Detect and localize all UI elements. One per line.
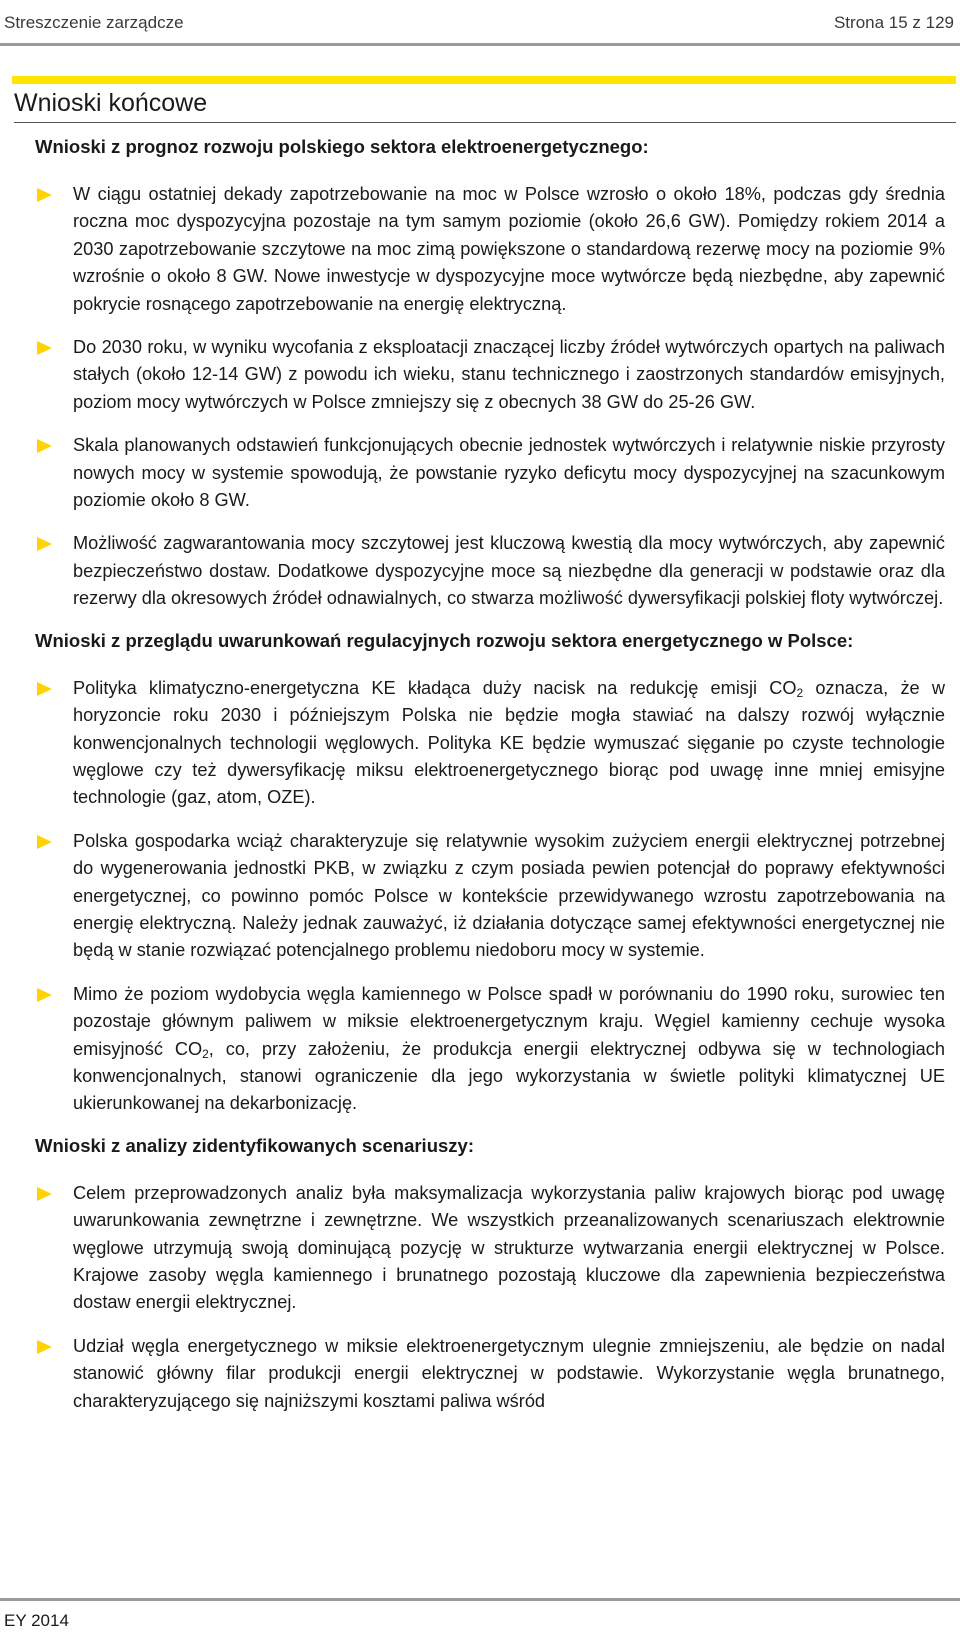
subscript-2: 2 xyxy=(202,1046,209,1061)
list-item xyxy=(35,1333,945,1415)
bullet-text-post: , co, przy założeniu, że produkcja energii elektrycznej odbywa się w technologiach konwencjonalnych, stanowi ograniczenie dla jego wykorzystania w świetle polityki klimatycznej UE ukierunkowanej na dekarbonizację. xyxy=(73,1038,945,1114)
triangle-bullet-icon xyxy=(37,439,52,453)
triangle-bullet-icon xyxy=(37,682,52,696)
bullet-list-regulatory xyxy=(35,675,945,1118)
bullet-text: Skala planowanych odstawień funkcjonujących obecnie jednostek wytwórczych i relatywnie niskie przyrosty nowych mocy w systemie spowodują, że powstanie ryzyko deficytu mocy dyspozycyjnej na szacunkowym poziomie około 8 GW. xyxy=(73,435,945,511)
bullet-text: Możliwość zagwarantowania mocy szczytowej jest kluczową kwestią dla mocy wytwórczych, aby zapewnić bezpieczeństwo dostaw. Dodatkowe dyspozycyjne moce są niezbędne dla generacji w podstawie oraz dla rezerwy dla okresowych źródeł odnawialnych, co stwarza możliwość dywersyfikacji polskiej floty wytwórczej. xyxy=(73,533,945,609)
bullet-text: Celem przeprowadzonych analiz była maksymalizacja wykorzystania paliw krajowych biorąc pod uwagę uwarunkowania zewnętrzne i zewnętrzne. We wszystkich przeanalizowanych scenariuszach elektrownie węglowe utrzymują swoją dominującą pozycję w strukturze wytwarzania energii elektrycznej w Polsce. Krajowe zasoby węgla kamiennego i brunatnego pozostają kluczowe dla zapewnienia bezpieczeństwa dostaw energii elektrycznej. xyxy=(73,1182,945,1313)
header-document-title: Streszczenie zarządcze xyxy=(4,13,184,32)
bullet-list-scenarios xyxy=(35,1180,945,1415)
page-header xyxy=(0,0,960,46)
bullet-text-post: oznacza, że w horyzoncie roku 2030 i późniejszym Polska nie będzie mogła stawiać na dalszy rozwój wyłącznie konwencjonalnych technologii węglowych. Polityka KE będzie wymuszać sięganie po czyste technologie węglowe czy też dywersyfikację miksu elektroenergetycznego biorąc pod uwagę inne mniej emisyjne technologie (gaz, atom, OZE). xyxy=(73,677,945,808)
bullet-text: Polska gospodarka wciąż charakteryzuje się relatywnie wysokim zużyciem energii elektrycznej potrzebnej do wygenerowania jednostki PKB, w związku z czym posiada pewien potencjał do poprawy efektywności energetycznej, co powinno pomóc Polsce w kontekście przewidywanego wzrostu zapotrzebowania na energię elektryczną. Należy jednak zauważyć, iż działania dotyczące samej efektywności energetycznej nie będą w stanie rozwiązać potencjalnego problemu niedoboru mocy w systemie. xyxy=(73,830,945,961)
section-accent-bar xyxy=(12,76,956,84)
bullet-text: Udział węgla energetycznego w miksie elektroenergetycznym ulegnie zmniejszeniu, ale będzie on nadal stanowić główny filar produkcji energii elektrycznej w podstawie. Wykorzystanie węgla brunatnego, charakteryzującego się najniższymi kosztami paliwa wśród xyxy=(73,1335,945,1411)
triangle-bullet-icon xyxy=(37,988,52,1002)
subscript-2: 2 xyxy=(796,685,804,700)
document-body xyxy=(35,133,945,1415)
list-item xyxy=(35,530,945,612)
bullet-text-pre: Mimo że poziom wydobycia węgla kamiennego w Polsce spadł w porównaniu do 1990 roku, surowiec ten pozostaje głównym paliwem w miksie elektroenergetycznym kraju. Węgiel kamienny cechuje wysoka emisyjność CO xyxy=(73,983,945,1059)
bullet-list-forecast xyxy=(35,181,945,613)
bullet-text: W ciągu ostatniej dekady zapotrzebowanie na moc w Polsce wzrosło o około 18%, podczas gdy średnia roczna moc dyspozycyjna pozostaje na tym samym poziomie (około 26,6 GW). Pomiędzy rokiem 2014 a 2030 zapotrzebowanie szczytowe na moc zimą powiększone o standardową rezerwę mocy na poziomie 9% wzrośnie o około 8 GW. Nowe inwestycje w dyspozycyjne moce wytwórcze będą niezbędne, aby zapewnić pokrycie rosnącego zapotrzebowanie na energię elektryczną. xyxy=(73,184,945,314)
subheading-scenario-conclusions: Wnioski z analizy zidentyfikowanych scenariuszy: xyxy=(35,1134,474,1156)
triangle-bullet-icon xyxy=(37,1340,52,1354)
list-item xyxy=(35,981,945,1118)
list-item xyxy=(35,432,945,514)
header-page-number: Strona 15 z 129 xyxy=(833,13,954,32)
subheading-regulatory-conclusions: Wnioski z przeglądu uwarunkowań regulacyjnych rozwoju sektora energetycznego w Polsce: xyxy=(35,629,854,651)
triangle-bullet-icon xyxy=(37,537,52,551)
list-item xyxy=(35,334,945,416)
subheading-forecast-conclusions: Wnioski z prognoz rozwoju polskiego sektora elektroenergetycznego: xyxy=(35,136,649,157)
bullet-text: Do 2030 roku, w wyniku wycofania z eksploatacji znaczącej liczby źródeł wytwórczych opartych na paliwach stałych (około 12-14 GW) z powodu ich wieku, stanu technicznego i zaostrzonych standardów emisyjnych, poziom mocy wytwórczych w Polsce zmniejszy się z obecnych 38 GW do 25-26 GW. xyxy=(73,337,945,412)
triangle-bullet-icon xyxy=(37,1187,52,1201)
bullet-text-pre: Polityka klimatyczno-energetyczna KE kładąca duży nacisk na redukcję emisji CO xyxy=(73,677,797,698)
list-item xyxy=(35,181,945,318)
footer-copyright: EY 2014 xyxy=(4,1611,69,1630)
triangle-bullet-icon xyxy=(37,188,52,202)
list-item xyxy=(35,828,945,965)
triangle-bullet-icon xyxy=(37,341,52,355)
triangle-bullet-icon xyxy=(37,835,52,849)
section-title: Wnioski końcowe xyxy=(14,89,956,123)
list-item xyxy=(35,1180,945,1317)
list-item xyxy=(35,675,945,812)
page-footer xyxy=(0,1598,960,1632)
